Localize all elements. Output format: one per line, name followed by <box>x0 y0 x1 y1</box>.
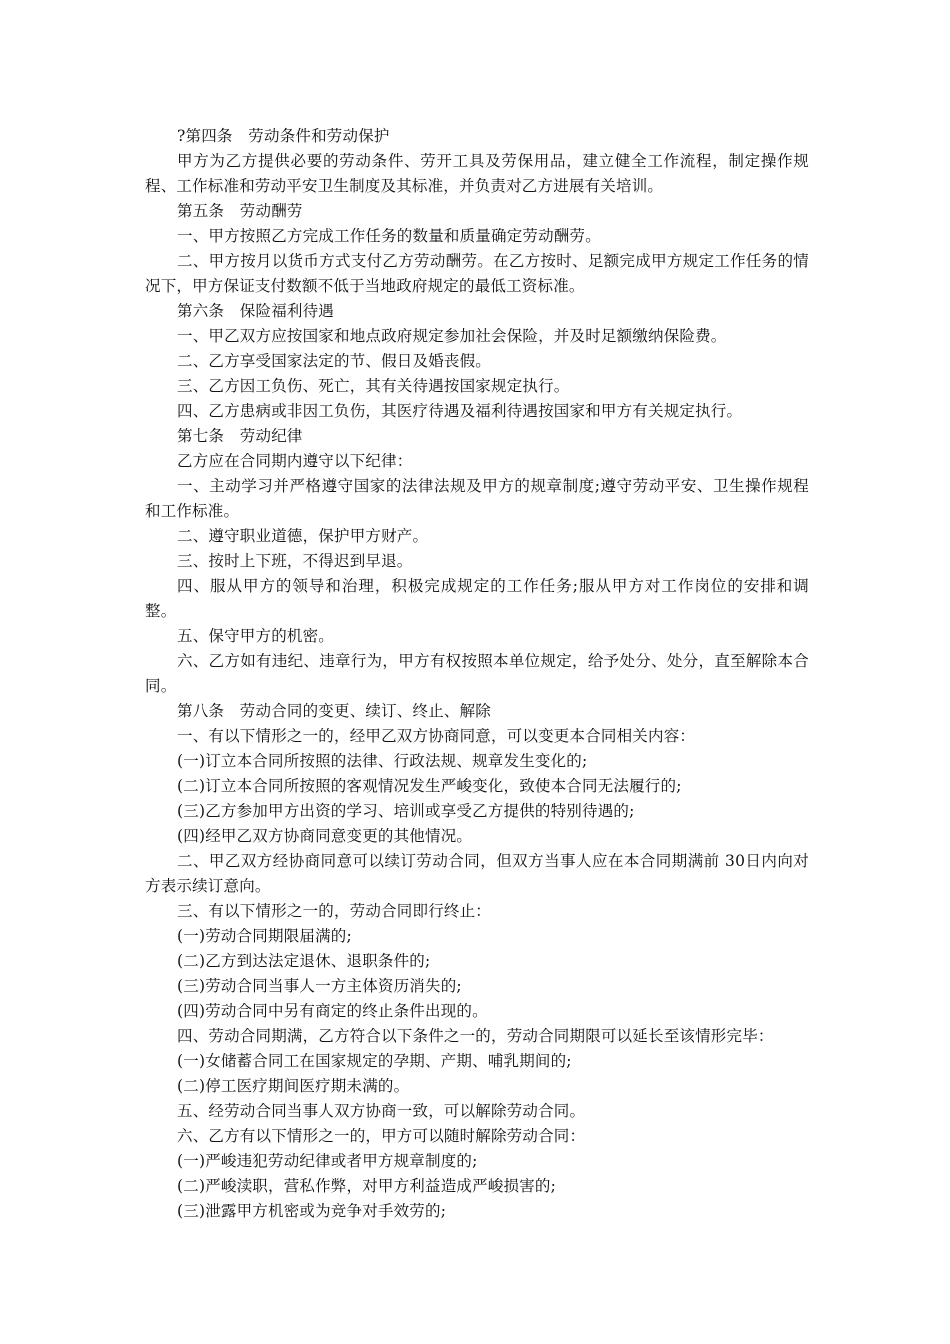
paragraph: (一)劳动合同期限届满的; <box>177 927 352 945</box>
document-body <box>145 124 809 1224</box>
paragraph: 一、甲方按照乙方完成工作任务的数量和质量确定劳动酬劳。 <box>177 227 601 245</box>
paragraph: 二、遵守职业道德，保护甲方财产。 <box>177 527 429 545</box>
paragraph: (二)订立本合同所按照的客观情况发生严峻变化，致使本合同无法履行的; <box>177 777 682 795</box>
paragraph: 三、乙方因工负伤、死亡，其有关待遇按国家规定执行。 <box>177 377 570 395</box>
paragraph: (一)女储蓄合同工在国家规定的孕期、产期、哺乳期间的; <box>177 1052 572 1070</box>
paragraph: (二)严峻渎职，营私作弊，对甲方利益造成严峻损害的; <box>177 1177 557 1195</box>
paragraph: (二)停工医疗期间医疗期未满的。 <box>177 1077 410 1095</box>
paragraph: (一)订立本合同所按照的法律、行政法规、规章发生变化的; <box>177 752 588 770</box>
paragraph: 二、甲乙双方经协商同意可以续订劳动合同，但双方当事人应在本合同期满前 30日内向对方表示续订意向。 <box>145 852 809 895</box>
paragraph: 乙方应在合同期内遵守以下纪律： <box>177 452 413 470</box>
article-6-heading: 第六条 保险福利待遇 <box>177 302 335 320</box>
paragraph: 二、甲方按月以货币方式支付乙方劳动酬劳。在乙方按时、足额完成甲方规定工作任务的情况下，甲方保证支付数额不低于当地政府规定的最低工资标准。 <box>145 252 809 295</box>
article-4-heading: ?第四条 劳动条件和劳动保护 <box>177 127 390 145</box>
paragraph: (四)劳动合同中另有商定的终止条件出现的。 <box>177 1002 488 1020</box>
paragraph: 四、乙方患病或非因工负伤，其医疗待遇及福利待遇按国家和甲方有关规定执行。 <box>177 402 743 420</box>
paragraph: 一、甲乙双方应按国家和地点政府规定参加社会保险，并及时足额缴纳保险费。 <box>177 327 727 345</box>
paragraph: 甲方为乙方提供必要的劳动条件、劳开工具及劳保用品，建立健全工作流程，制定操作规程、工作标准和劳动平安卫生制度及其标准，并负责对乙方进展有关培训。 <box>145 152 809 195</box>
paragraph: (三)劳动合同当事人一方主体资历消失的; <box>177 977 462 995</box>
paragraph: 四、服从甲方的领导和治理，积极完成规定的工作任务;服从甲方对工作岗位的安排和调整。 <box>145 577 809 620</box>
paragraph: 三、按时上下班，不得迟到早退。 <box>177 552 413 570</box>
article-7-heading: 第七条 劳动纪律 <box>177 427 303 445</box>
paragraph: 一、主动学习并严格遵守国家的法律法规及甲方的规章制度;遵守劳动平安、卫生操作规程和工作标准。 <box>145 477 809 520</box>
paragraph: 二、乙方享受国家法定的节、假日及婚丧假。 <box>177 352 492 370</box>
paragraph: (二)乙方到达法定退休、退职条件的; <box>177 952 431 970</box>
paragraph: 六、乙方如有违纪、违章行为，甲方有权按照本单位规定，给予处分、处分，直至解除本合同。 <box>145 652 809 695</box>
paragraph: 六、乙方有以下情形之一的，甲方可以随时解除劳动合同： <box>177 1127 586 1145</box>
article-5-heading: 第五条 劳动酬劳 <box>177 202 303 220</box>
paragraph: (四)经甲乙双方协商同意变更的其他情况。 <box>177 827 473 845</box>
paragraph: 三、有以下情形之一的，劳动合同即行终止： <box>177 902 492 920</box>
paragraph: 五、保守甲方的机密。 <box>177 627 335 645</box>
paragraph: 五、经劳动合同当事人双方协商一致，可以解除劳动合同。 <box>177 1102 586 1120</box>
article-8-heading: 第八条 劳动合同的变更、续订、终止、解除 <box>177 702 492 720</box>
paragraph: (一)严峻违犯劳动纪律或者甲方规章制度的; <box>177 1152 478 1170</box>
paragraph: 四、劳动合同期满，乙方符合以下条件之一的，劳动合同期限可以延长至该情形完毕： <box>177 1027 774 1045</box>
paragraph: (三)泄露甲方机密或为竞争对手效劳的; <box>177 1202 447 1220</box>
paragraph: 一、有以下情形之一的，经甲乙双方协商同意，可以变更本合同相关内容： <box>177 727 696 745</box>
paragraph: (三)乙方参加甲方出资的学习、培训或享受乙方提供的特别待遇的; <box>177 802 635 820</box>
